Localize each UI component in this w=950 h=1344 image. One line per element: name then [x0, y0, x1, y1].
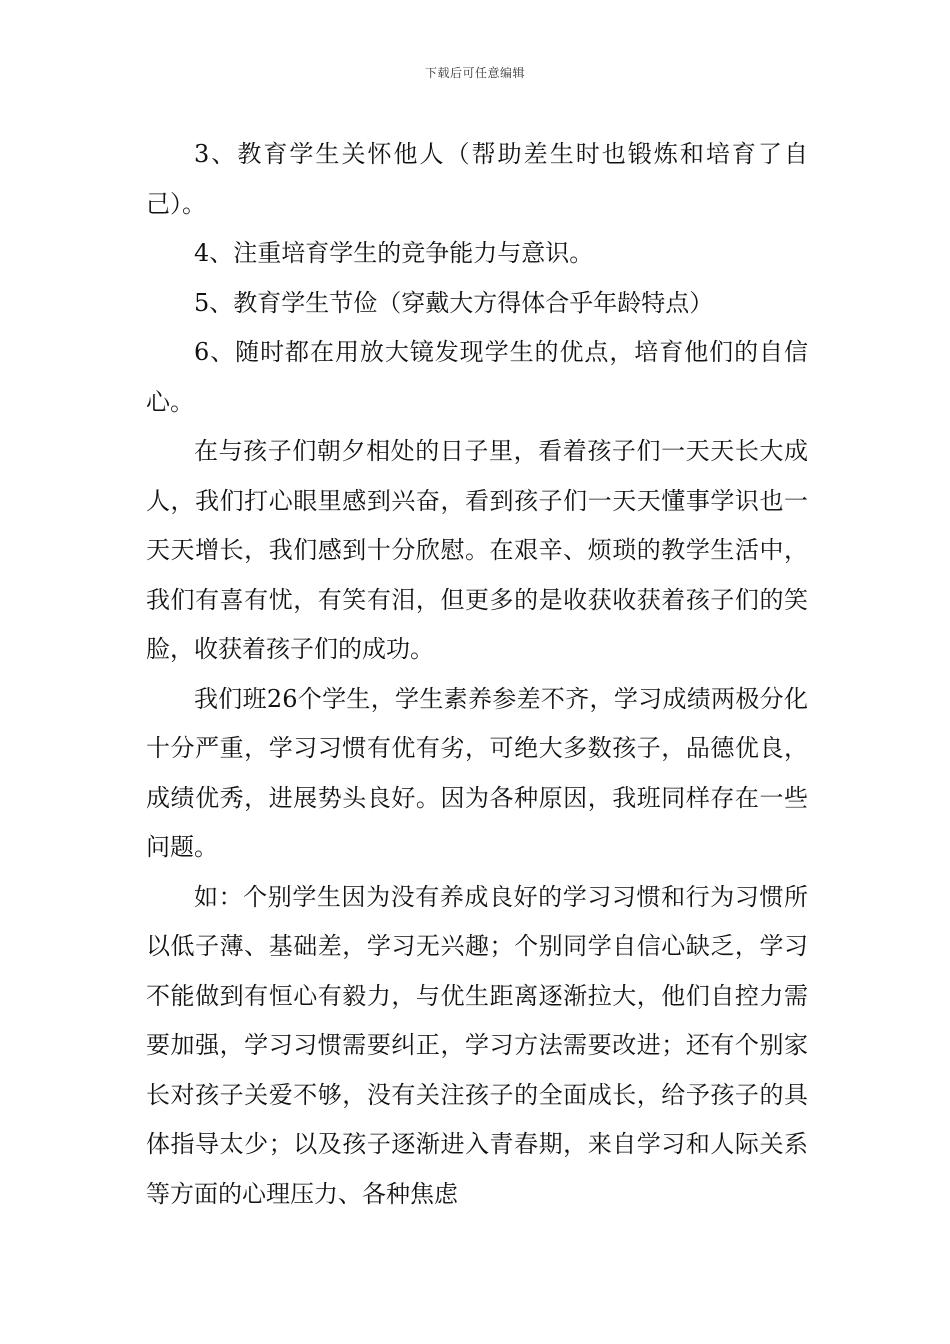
page-header: 下载后可任意编辑 [424, 66, 525, 80]
paragraph-class-overview: 我们班26个学生，学生素养参差不齐，学习成绩两极分化十分严重，学习习惯有优有劣，可绝大多数孩子，品德优良，成绩优秀，进展势头良好。因为各种原因，我班同样存在一些问题。 [146, 684, 808, 861]
paragraph-daily-life: 在与孩子们朝夕相处的日子里，看着孩子们一天天长大成人，我们打心眼里感到兴奋，看到孩子们一天天懂事学识也一天天增长，我们感到十分欣慰。在艰辛、烦琐的教学生活中，我们有喜有忧，有笑有泪，但更多的是收获收获着孩子们的笑脸，收获着孩子们的成功。 [146, 437, 808, 663]
paragraph-item-5: 5、教育学生节俭（穿戴大方得体合乎年龄特点） [194, 288, 714, 317]
paragraph-item-4: 4、注重培育学生的竞争能力与意识。 [194, 239, 594, 267]
paragraph-item-3: 3、教育学生关怀他人（帮助差生时也锻炼和培育了自己）。 [146, 140, 808, 218]
document-body [146, 130, 808, 1219]
paragraph-item-6: 6、随时都在用放大镜发现学生的优点，培育他们的自信心。 [146, 338, 808, 416]
paragraph-problems: 如：个别学生因为没有养成良好的学习习惯和行为习惯所以低子薄、基础差，学习无兴趣；个别同学自信心缺乏，学习不能做到有恒心有毅力，与优生距离逐渐拉大，他们自控力需要加强，学习习惯需要纠正，学习方法需要改进；还有个别家长对孩子关爱不够，没有关注孩子的全面成长，给予孩子的具体指导太少；以及孩子逐渐进入青春期，来自学习和人际关系等方面的心理压力、各种焦虑 [146, 882, 808, 1208]
